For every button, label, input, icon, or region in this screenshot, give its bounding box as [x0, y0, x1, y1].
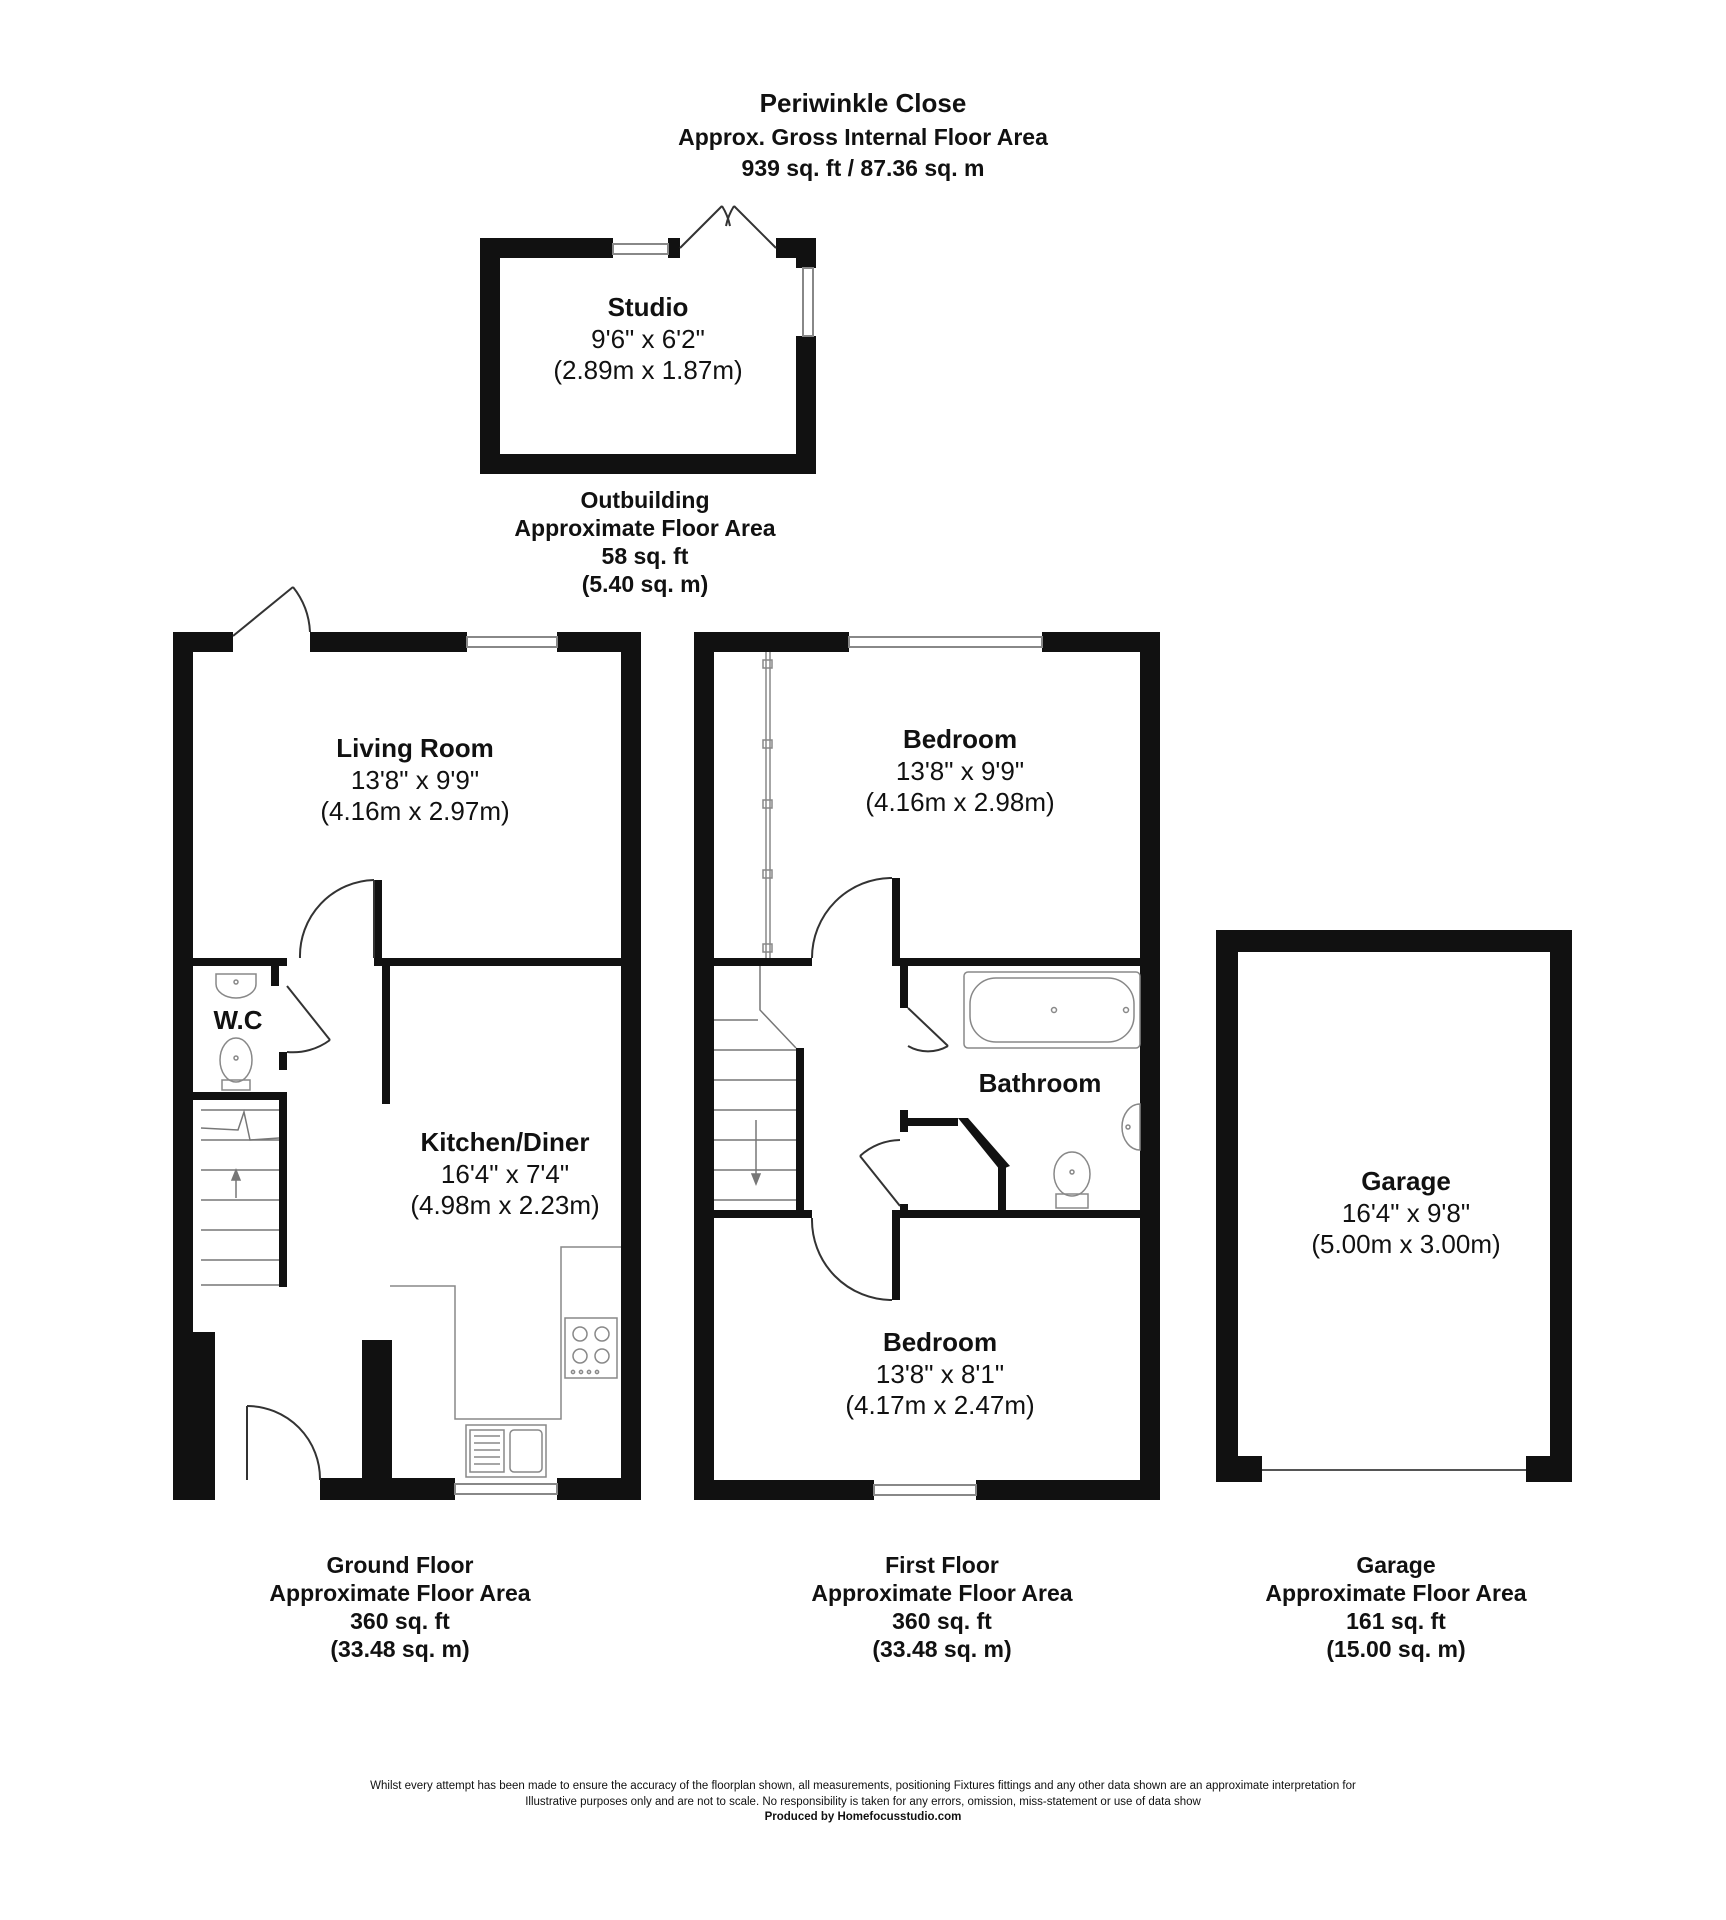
floor-area-sqft: 58 sq. ft — [601, 543, 689, 570]
room-garage — [1238, 1166, 1574, 1261]
room-bedroom-2 — [760, 1327, 1120, 1422]
room-dimensions-imperial: 13'8" x 9'9" — [350, 764, 480, 795]
room-studio — [500, 292, 796, 387]
floor-area-label: Approximate Floor Area — [1265, 1580, 1527, 1607]
floor-area-sqm: (5.40 sq. m) — [581, 571, 709, 598]
first-floor-doors — [812, 878, 948, 1300]
room-living-room — [240, 733, 590, 828]
room-dimensions-metric: (5.00m x 3.00m) — [1311, 1229, 1501, 1260]
ground-floor-fixtures — [216, 974, 621, 1477]
floor-area-label: Approximate Floor Area — [811, 1580, 1073, 1607]
floor-name: Garage — [1356, 1552, 1436, 1578]
disclaimer — [0, 1779, 1726, 1826]
first-floor-stairs — [714, 966, 796, 1200]
room-kitchen-diner — [390, 1127, 620, 1222]
floor-area-sqft: 161 sq. ft — [1346, 1608, 1446, 1635]
room-wc: W.C — [213, 1005, 263, 1035]
floor-area-label: Approximate Floor Area — [269, 1580, 531, 1607]
disclaimer-line-2: Illustrative purposes only and are not to scale. No responsibility is taken for any errors, omission, miss-statement or use of data show — [525, 1795, 1201, 1808]
room-dimensions-metric: (4.98m x 2.23m) — [410, 1190, 600, 1221]
first-floor-wardrobe — [763, 652, 772, 958]
room-dimensions-metric: (2.89m x 1.87m) — [553, 355, 743, 386]
room-name: Living Room — [336, 733, 494, 763]
room-dimensions-imperial: 16'4" x 7'4" — [440, 1158, 570, 1189]
total-area: 939 sq. ft / 87.36 sq. m — [741, 155, 985, 181]
plan-subtitle: Approx. Gross Internal Floor Area — [678, 124, 1048, 150]
room-bedroom-1 — [780, 724, 1140, 819]
room-dimensions-imperial: 13'8" x 9'9" — [895, 755, 1025, 786]
room-dimensions-metric: (4.16m x 2.97m) — [320, 796, 510, 827]
floor-area-outbuilding — [445, 486, 845, 598]
room-name: Kitchen/Diner — [420, 1127, 590, 1157]
disclaimer-line-1: Whilst every attempt has been made to ensure the accuracy of the floorplan shown, all measurements, positioning Fixtures fittings and any other data shown are an approximate interpretation for — [370, 1780, 1356, 1792]
room-name: Bedroom — [882, 1327, 998, 1357]
floor-area-first — [742, 1551, 1142, 1663]
floor-area-garage — [1196, 1551, 1596, 1663]
floor-name: First Floor — [885, 1552, 999, 1578]
floor-name: Outbuilding — [580, 487, 710, 513]
floor-area-sqm: (15.00 sq. m) — [1326, 1636, 1466, 1663]
plan-title: Periwinkle Close — [759, 88, 967, 118]
producer-credit: Produced by Homefocusstudio.com — [764, 1811, 962, 1824]
floor-area-ground — [200, 1551, 600, 1663]
room-dimensions-metric: (4.16m x 2.98m) — [865, 787, 1055, 818]
room-bathroom: Bathroom — [978, 1068, 1102, 1098]
room-dimensions-metric: (4.17m x 2.47m) — [845, 1390, 1035, 1421]
floor-name: Ground Floor — [326, 1552, 474, 1578]
floor-area-sqm: (33.48 sq. m) — [330, 1636, 470, 1663]
floor-area-label: Approximate Floor Area — [514, 515, 776, 542]
room-name: Bedroom — [902, 724, 1018, 754]
studio-doors — [680, 206, 776, 248]
room-name: Garage — [1361, 1166, 1451, 1196]
room-dimensions-imperial: 16'4" x 9'8" — [1341, 1197, 1471, 1228]
floor-area-sqft: 360 sq. ft — [350, 1608, 450, 1635]
floor-area-sqft: 360 sq. ft — [892, 1608, 992, 1635]
room-name: Studio — [607, 292, 689, 322]
floor-area-sqm: (33.48 sq. m) — [872, 1636, 1012, 1663]
room-dimensions-imperial: 13'8" x 8'1" — [875, 1358, 1005, 1389]
room-dimensions-imperial: 9'6" x 6'2" — [591, 323, 705, 354]
ground-floor-stairs — [201, 1110, 279, 1285]
